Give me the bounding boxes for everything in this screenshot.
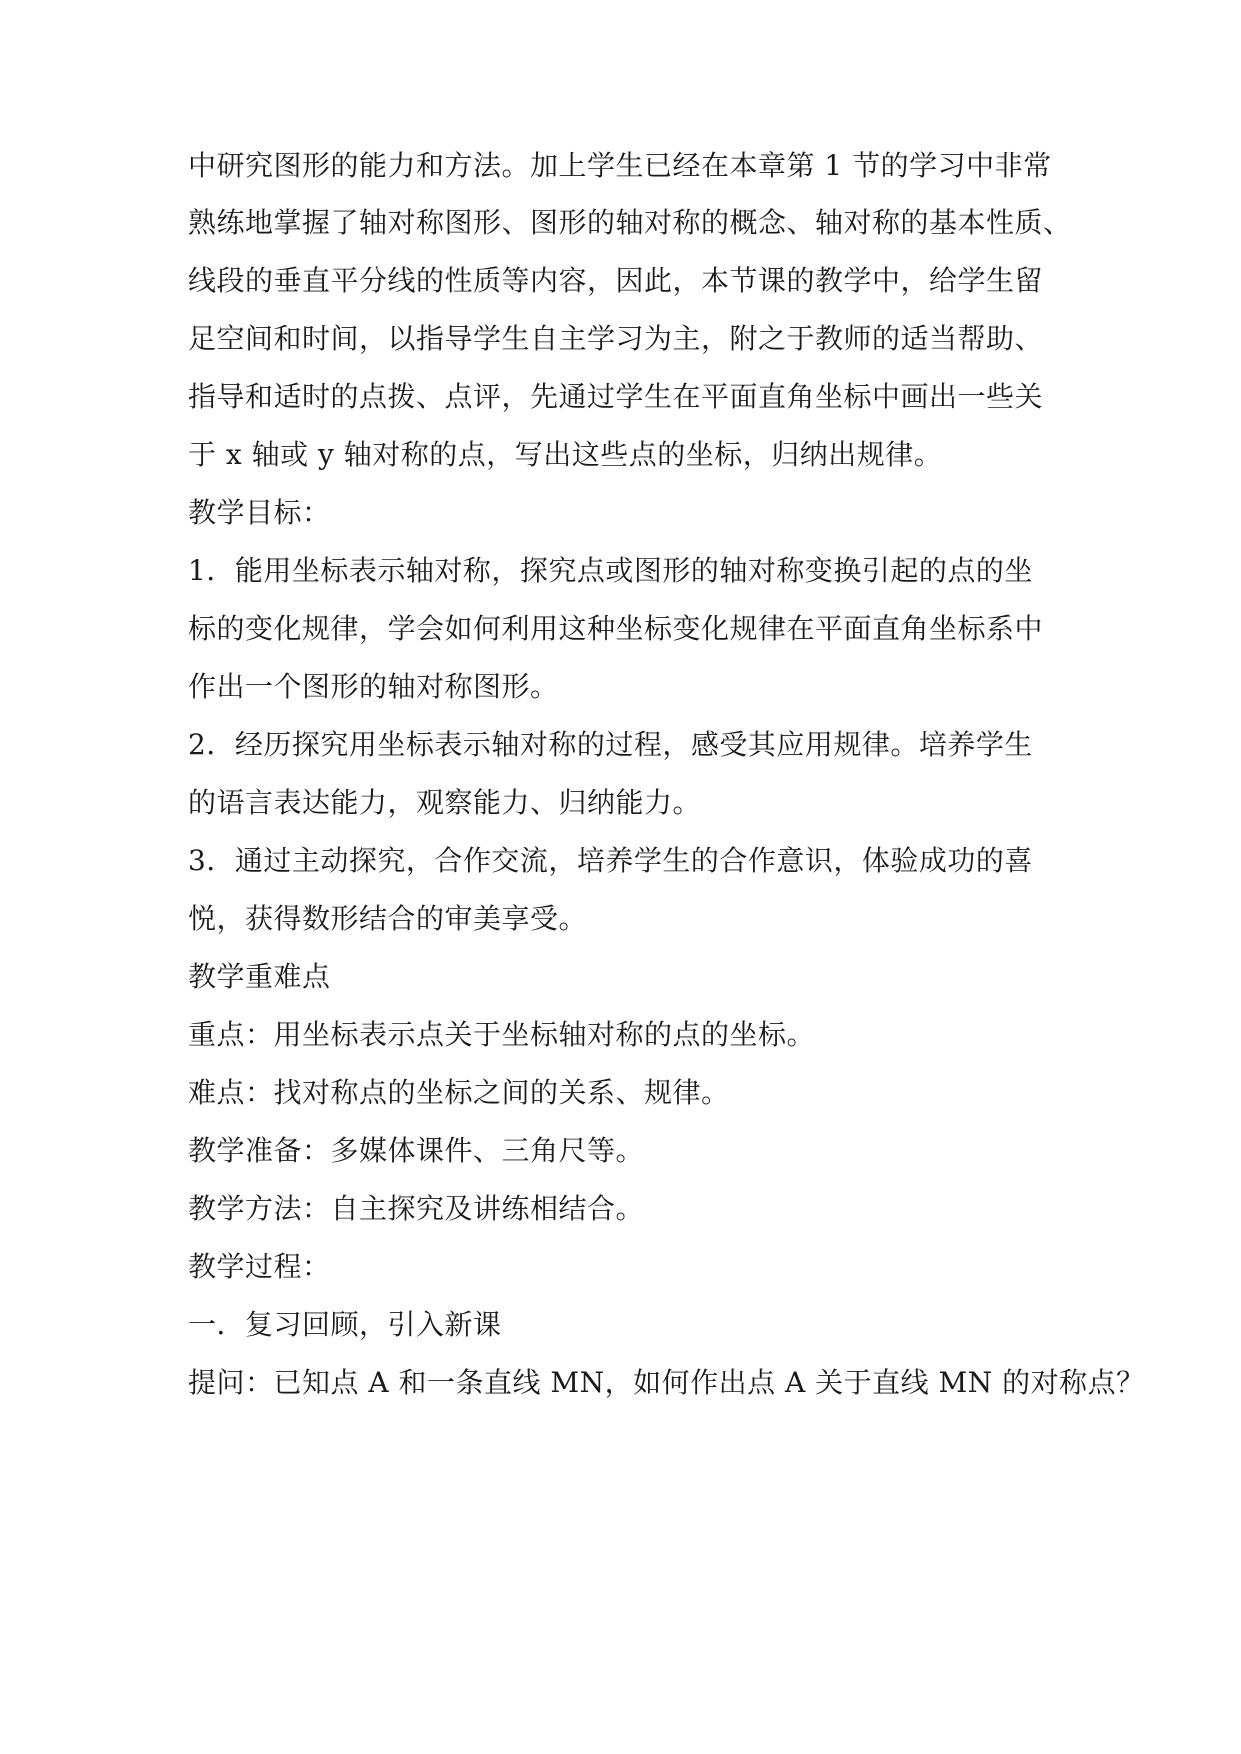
objective-item: 3．通过主动探究，合作交流，培养学生的合作意识，体验成功的喜	[188, 844, 1033, 877]
objective-item-continued: 悦，获得数形结合的审美享受。	[188, 902, 588, 935]
paragraph-line: 足空间和时间，以指导学生自主学习为主，附之于教师的适当帮助、	[188, 322, 1044, 355]
objective-item: 1．能用坐标表示轴对称，探究点或图形的轴对称变换引起的点的坐	[188, 554, 1033, 587]
paragraph-line: 熟练地掌握了轴对称图形、图形的轴对称的概念、轴对称的基本性质、	[188, 206, 1072, 239]
section-heading: 教学过程：	[188, 1250, 331, 1283]
teaching-preparation: 教学准备：多媒体课件、三角尺等。	[188, 1134, 645, 1167]
section-heading: 教学目标：	[188, 496, 331, 529]
paragraph-line: 于 x 轴或 y 轴对称的点，写出这些点的坐标，归纳出规律。	[188, 438, 943, 471]
paragraph-line: 指导和适时的点拨、点评，先通过学生在平面直角坐标中画出一些关	[188, 380, 1044, 413]
paragraph-line: 线段的垂直平分线的性质等内容，因此，本节课的教学中，给学生留	[188, 264, 1044, 297]
section-heading: 教学重难点	[188, 960, 331, 993]
key-point: 重点：用坐标表示点关于坐标轴对称的点的坐标。	[188, 1018, 816, 1051]
objective-item-continued: 的语言表达能力，观察能力、归纳能力。	[188, 786, 702, 819]
teaching-method: 教学方法：自主探究及讲练相结合。	[188, 1192, 645, 1225]
question-line: 提问：已知点 A 和一条直线 MN，如何作出点 A 关于直线 MN 的对称点？	[188, 1366, 1145, 1399]
objective-item-continued: 标的变化规律，学会如何利用这种坐标变化规律在平面直角坐标系中	[188, 612, 1044, 645]
step-heading: 一．复习回顾，引入新课	[188, 1308, 502, 1341]
paragraph-line: 中研究图形的能力和方法。加上学生已经在本章第 1 节的学习中非常	[188, 149, 1052, 182]
objective-item-continued: 作出一个图形的轴对称图形。	[188, 670, 559, 703]
difficult-point: 难点：找对称点的坐标之间的关系、规律。	[188, 1076, 730, 1109]
objective-item: 2．经历探究用坐标表示轴对称的过程，感受其应用规律。培养学生	[188, 728, 1033, 761]
